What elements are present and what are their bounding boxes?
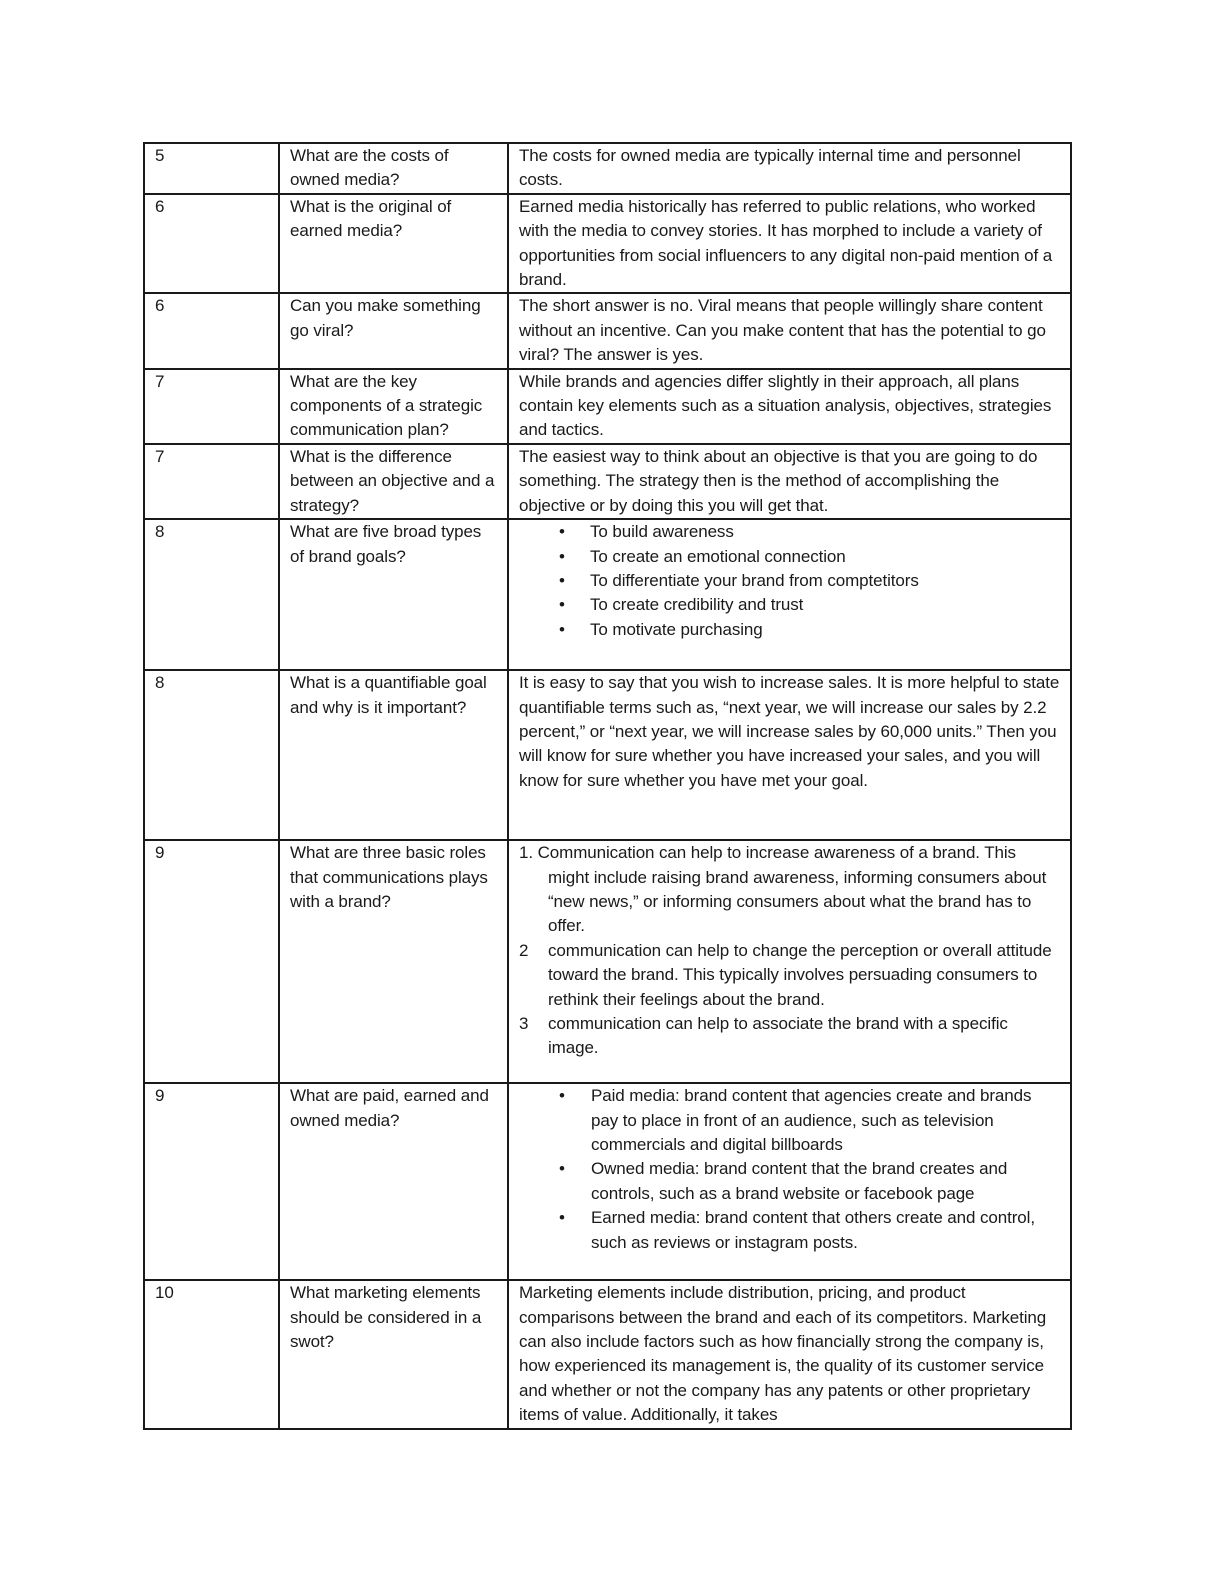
list-item [519,1012,1061,1061]
page-cell: 6 [144,293,279,368]
answer-cell: Marketing elements include distribution, pricing, and product comparisons between the brand and each of its competitors. Marketing can also include factors such as how financially strong the company is, how experienced its management is, the quality of its customer service and whether or not the company has any patents or other proprietary items of value. Additionally, it takes [508,1280,1071,1428]
page-cell: 9 [144,840,279,1083]
table-row [144,194,1071,294]
question-cell: What are three basic roles that communications plays with a brand? [279,840,508,1083]
question-cell: Can you make something go viral? [279,293,508,368]
list-item: • To differentiate your brand from comptetitors [519,569,1061,593]
item-number: 1. [519,843,533,863]
table-row [144,840,1071,1083]
item-text: Communication can help to increase awareness of a brand. This might include raising brand awareness, informing consumers about “new news,” or informing consumers about what the brand has to offer. [537,843,1047,936]
page-cell: 5 [144,143,279,194]
list-item: • Earned media: brand content that others create and control, such as reviews or instagram posts. [519,1206,1061,1255]
answer-cell: The short answer is no. Viral means that people willingly share content without an incentive. Can you make content that has the potential to go viral? The answer is yes. [508,293,1071,368]
page-cell: 10 [144,1280,279,1428]
item-number: 2 [519,940,529,960]
question-cell: What is a quantifiable goal and why is it important? [279,670,508,840]
question-cell: What are five broad types of brand goals? [279,519,508,670]
answer-cell: The easiest way to think about an objective is that you are going to do something. The strategy then is the method of accomplishing the objective or by doing this you will get that. [508,444,1071,519]
roles-list [519,841,1061,1061]
question-cell: What marketing elements should be considered in a swot? [279,1280,508,1428]
list-item [519,939,1061,1012]
page-cell: 8 [144,519,279,670]
table-row [144,293,1071,368]
list-item: • To create an emotional connection [519,545,1061,569]
page-cell: 7 [144,369,279,444]
table-row [144,670,1071,840]
question-cell: What is the original of earned media? [279,194,508,294]
answer-cell [508,1083,1071,1280]
answer-cell [508,840,1071,1083]
page-cell: 7 [144,444,279,519]
question-cell: What are the costs of owned media? [279,143,508,194]
answer-cell [508,519,1071,670]
table-row [144,519,1071,670]
table-row [144,369,1071,444]
page-cell: 9 [144,1083,279,1280]
item-text: communication can help to change the perception or overall attitude toward the brand. This typically involves persuading consumers to rethink their feelings about the brand. [548,940,1052,1009]
question-cell: What are paid, earned and owned media? [279,1083,508,1280]
answer-cell: Earned media historically has referred to public relations, who worked with the media to convey stories. It has morphed to include a variety of opportunities from social influencers to any digital non-paid mention of a brand. [508,194,1071,294]
list-item: • Owned media: brand content that the brand creates and controls, such as a brand website or facebook page [519,1157,1061,1206]
table-row [144,1280,1071,1428]
answer-cell: It is easy to say that you wish to increase sales. It is more helpful to state quantifiable terms such as, “next year, we will increase our sales by 2.2 percent,” or “next year, we will increase sales by 60,000 units.” Then you will know for sure whether you have increased your sales, and you will know for sure whether you have met your goal. [508,670,1071,840]
qa-table [143,142,1072,1430]
brand-goals-list [519,520,1061,642]
question-cell: What are the key components of a strategic communication plan? [279,369,508,444]
page-cell: 8 [144,670,279,840]
list-item: • To motivate purchasing [519,618,1061,642]
media-types-list [519,1084,1061,1255]
question-cell: What is the difference between an objective and a strategy? [279,444,508,519]
item-text: communication can help to associate the brand with a specific image. [548,1013,1008,1058]
list-item: • To create credibility and trust [519,593,1061,617]
item-number: 3 [519,1013,529,1033]
list-item [519,841,1061,939]
list-item: • Paid media: brand content that agencies create and brands pay to place in front of an audience, such as television commercials and digital billboards [519,1084,1061,1157]
answer-cell: The costs for owned media are typically internal time and personnel costs. [508,143,1071,194]
page-cell: 6 [144,194,279,294]
table-row [144,1083,1071,1280]
list-item: • To build awareness [519,520,1061,544]
table-row [144,444,1071,519]
answer-cell: While brands and agencies differ slightly in their approach, all plans contain key elements such as a situation analysis, objectives, strategies and tactics. [508,369,1071,444]
table-row [144,143,1071,194]
